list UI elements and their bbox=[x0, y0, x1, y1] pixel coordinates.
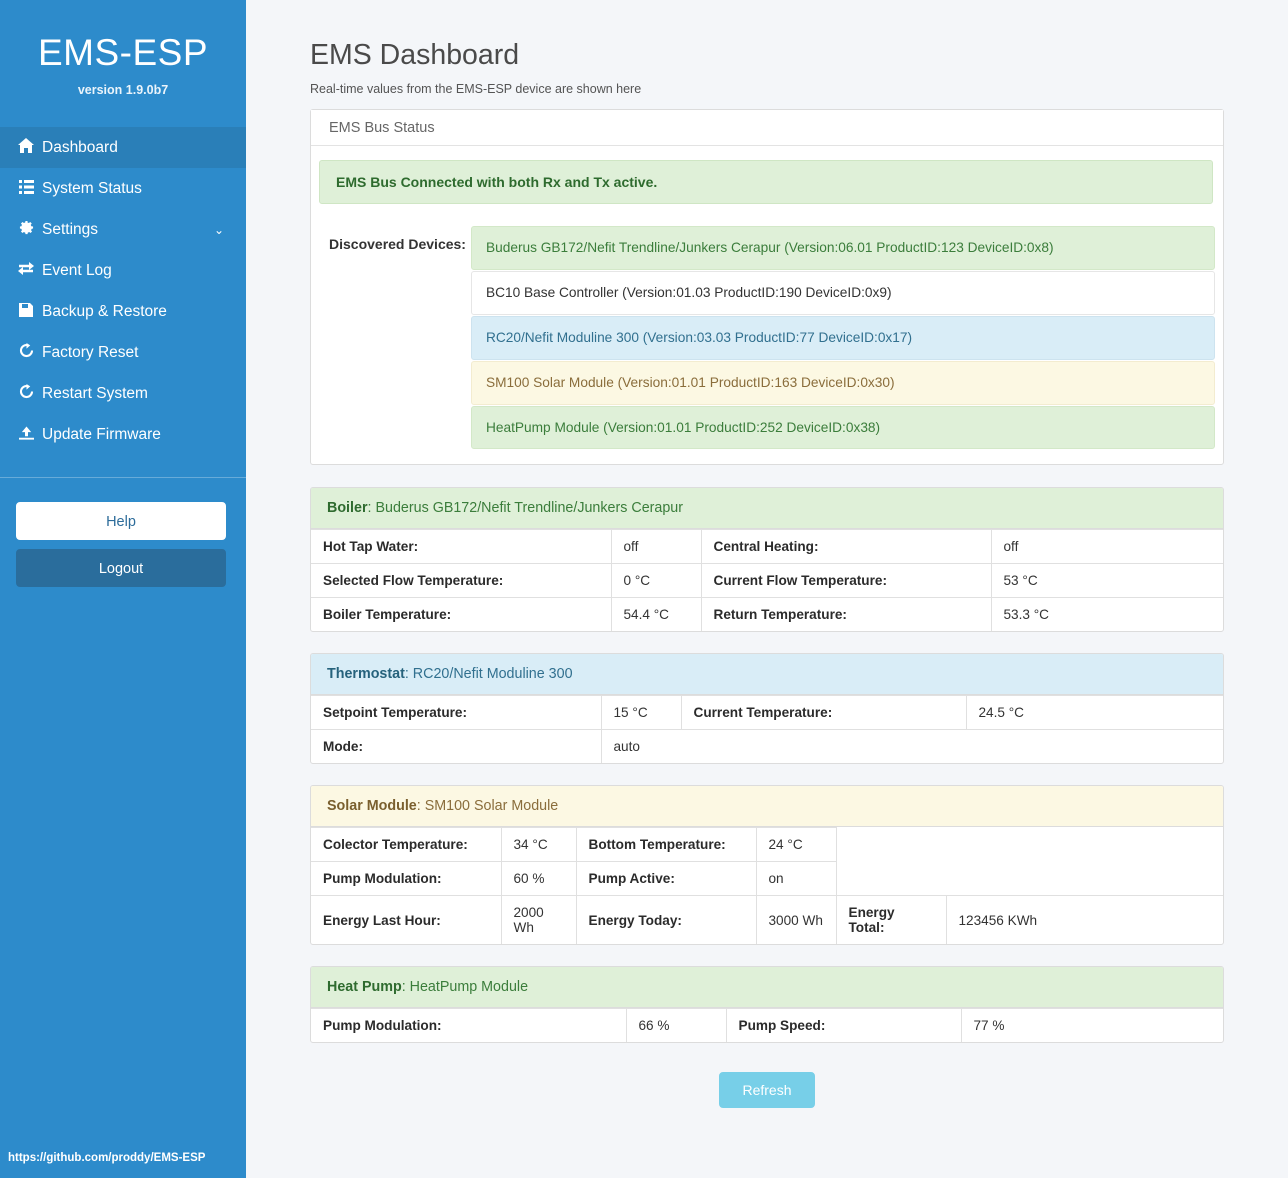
discovered-devices-list bbox=[471, 218, 1223, 450]
refresh-row bbox=[310, 1064, 1224, 1108]
cell-label: Energy Total: bbox=[836, 896, 946, 945]
thermostat-panel bbox=[310, 653, 1224, 764]
sidebar-item-label: Factory Reset bbox=[42, 343, 139, 361]
cell-label: Energy Last Hour: bbox=[311, 896, 501, 945]
sidebar-item-label: Update Firmware bbox=[42, 425, 161, 443]
table-row bbox=[311, 730, 1223, 764]
solar-module-panel bbox=[310, 785, 1224, 945]
refresh-button[interactable]: Refresh bbox=[719, 1072, 814, 1108]
list-item: HeatPump Module (Version:01.01 ProductID:252 DeviceID:0x38) bbox=[471, 406, 1215, 450]
cell-empty bbox=[836, 828, 946, 862]
list-item: RC20/Nefit Moduline 300 (Version:03.03 ProductID:77 DeviceID:0x17) bbox=[471, 316, 1215, 360]
cell-value: 53 °C bbox=[991, 564, 1223, 598]
list-item: Buderus GB172/Nefit Trendline/Junkers Cerapur (Version:06.01 ProductID:123 DeviceID:0x8) bbox=[471, 226, 1215, 270]
cell-value: 24 °C bbox=[756, 828, 836, 862]
solar-table bbox=[311, 827, 1223, 944]
brand-title: EMS-ESP bbox=[37, 32, 209, 73]
boiler-table bbox=[311, 529, 1223, 631]
boiler-name-label: : Buderus GB172/Nefit Trendline/Junkers Cerapur bbox=[367, 500, 684, 517]
sidebar-item-update-firmware[interactable] bbox=[0, 414, 246, 455]
github-link[interactable]: https://github.com/proddy/EMS-ESP bbox=[8, 1152, 206, 1164]
cell-value: 66 % bbox=[626, 1009, 726, 1043]
sidebar-item-label: Backup & Restore bbox=[42, 302, 167, 320]
cell-value: 24.5 °C bbox=[966, 696, 1223, 730]
cell-label: Pump Modulation: bbox=[311, 1009, 626, 1043]
cell-label: Setpoint Temperature: bbox=[311, 696, 601, 730]
cell-value: off bbox=[611, 530, 701, 564]
refresh-icon bbox=[10, 343, 42, 362]
cell-label: Boiler Temperature: bbox=[311, 598, 611, 632]
table-row bbox=[311, 696, 1223, 730]
cell-label: Energy Today: bbox=[576, 896, 756, 945]
thermostat-name-label: : RC20/Nefit Moduline 300 bbox=[404, 666, 573, 683]
solar-header bbox=[311, 786, 1223, 827]
heatpump-name-label: : HeatPump Module bbox=[401, 979, 529, 996]
table-row bbox=[311, 1009, 1223, 1043]
brand-version: version 1.9.0b7 bbox=[77, 83, 169, 97]
gear-icon bbox=[10, 220, 42, 239]
sidebar-item-label: Restart System bbox=[42, 384, 148, 402]
sidebar-nav bbox=[0, 127, 246, 455]
swap-icon bbox=[10, 262, 42, 279]
cell-value: auto bbox=[601, 730, 1223, 764]
sidebar-item-label: Settings bbox=[42, 220, 99, 238]
boiler-header bbox=[311, 488, 1223, 529]
cell-label: Colector Temperature: bbox=[311, 828, 501, 862]
cell-label: Hot Tap Water: bbox=[311, 530, 611, 564]
cell-label: Current Flow Temperature: bbox=[701, 564, 991, 598]
heatpump-table bbox=[311, 1008, 1223, 1042]
cell-label: Current Temperature: bbox=[681, 696, 966, 730]
ems-bus-status-title: EMS Bus Status bbox=[311, 110, 1223, 146]
heat-pump-panel bbox=[310, 966, 1224, 1043]
discovered-devices-label: Discovered Devices: bbox=[329, 236, 466, 253]
status-icon bbox=[10, 180, 42, 198]
sidebar-item-backup-restore[interactable] bbox=[0, 291, 246, 332]
chevron-down-icon: ⌄ bbox=[213, 222, 224, 237]
sidebar-item-settings[interactable] bbox=[0, 209, 246, 250]
cell-value: 53.3 °C bbox=[991, 598, 1223, 632]
cell-value: 2000 Wh bbox=[501, 896, 576, 945]
sidebar-item-label: Dashboard bbox=[42, 138, 118, 156]
cell-empty bbox=[836, 862, 946, 896]
thermostat-type-label: Thermostat bbox=[327, 666, 405, 683]
sidebar-item-label: System Status bbox=[42, 179, 142, 197]
thermostat-table bbox=[311, 695, 1223, 763]
cell-value: 77 % bbox=[961, 1009, 1223, 1043]
boiler-type-label: Boiler bbox=[327, 500, 368, 517]
boiler-panel bbox=[310, 487, 1224, 632]
thermostat-header bbox=[311, 654, 1223, 695]
help-button[interactable]: Help bbox=[16, 502, 226, 540]
page-subtitle: Real-time values from the EMS-ESP device are shown here bbox=[310, 82, 642, 97]
cell-value: on bbox=[756, 862, 836, 896]
cell-label: Central Heating: bbox=[701, 530, 991, 564]
solar-name-label: : SM100 Solar Module bbox=[416, 798, 559, 815]
cell-label: Return Temperature: bbox=[701, 598, 991, 632]
cell-label: Mode: bbox=[311, 730, 601, 764]
cell-value: 15 °C bbox=[601, 696, 681, 730]
cell-value: 0 °C bbox=[611, 564, 701, 598]
main-content bbox=[246, 0, 1288, 1178]
home-icon bbox=[10, 138, 42, 157]
logout-button[interactable]: Logout bbox=[16, 549, 226, 587]
list-item: SM100 Solar Module (Version:01.01 ProductID:163 DeviceID:0x30) bbox=[471, 361, 1215, 405]
table-row bbox=[311, 530, 1223, 564]
cell-label: Pump Speed: bbox=[726, 1009, 961, 1043]
cell-value: 60 % bbox=[501, 862, 576, 896]
sidebar bbox=[0, 0, 246, 1178]
ems-bus-status-alert: EMS Bus Connected with both Rx and Tx active. bbox=[319, 160, 1213, 204]
table-row bbox=[311, 598, 1223, 632]
sidebar-buttons bbox=[0, 478, 246, 587]
table-row bbox=[311, 828, 1223, 862]
cell-value: 123456 KWh bbox=[946, 896, 1223, 945]
cell-label: Pump Active: bbox=[576, 862, 756, 896]
heatpump-type-label: Heat Pump bbox=[327, 979, 402, 996]
ems-bus-status-panel bbox=[310, 109, 1224, 465]
cell-value: off bbox=[991, 530, 1223, 564]
sidebar-item-system-status[interactable] bbox=[0, 168, 246, 209]
solar-type-label: Solar Module bbox=[327, 798, 417, 815]
cell-value: 54.4 °C bbox=[611, 598, 701, 632]
heatpump-header bbox=[311, 967, 1223, 1008]
table-row bbox=[311, 564, 1223, 598]
sidebar-item-event-log[interactable] bbox=[0, 250, 246, 291]
sidebar-item-factory-reset[interactable] bbox=[0, 332, 246, 373]
brand bbox=[0, 0, 246, 123]
save-icon bbox=[10, 303, 42, 321]
sidebar-item-label: Event Log bbox=[42, 261, 112, 279]
cell-value: 3000 Wh bbox=[756, 896, 836, 945]
cell-label: Bottom Temperature: bbox=[576, 828, 756, 862]
table-row bbox=[311, 862, 1223, 896]
cell-value: 34 °C bbox=[501, 828, 576, 862]
table-row bbox=[311, 896, 1223, 945]
restart-icon bbox=[10, 384, 42, 403]
list-item: BC10 Base Controller (Version:01.03 ProductID:190 DeviceID:0x9) bbox=[471, 271, 1215, 315]
sidebar-item-restart-system[interactable] bbox=[0, 373, 246, 414]
sidebar-item-dashboard[interactable] bbox=[0, 127, 246, 168]
cell-label: Pump Modulation: bbox=[311, 862, 501, 896]
page-title: EMS Dashboard bbox=[310, 39, 520, 71]
discovered-devices-row bbox=[311, 218, 1223, 464]
upload-icon bbox=[10, 426, 42, 444]
cell-label: Selected Flow Temperature: bbox=[311, 564, 611, 598]
